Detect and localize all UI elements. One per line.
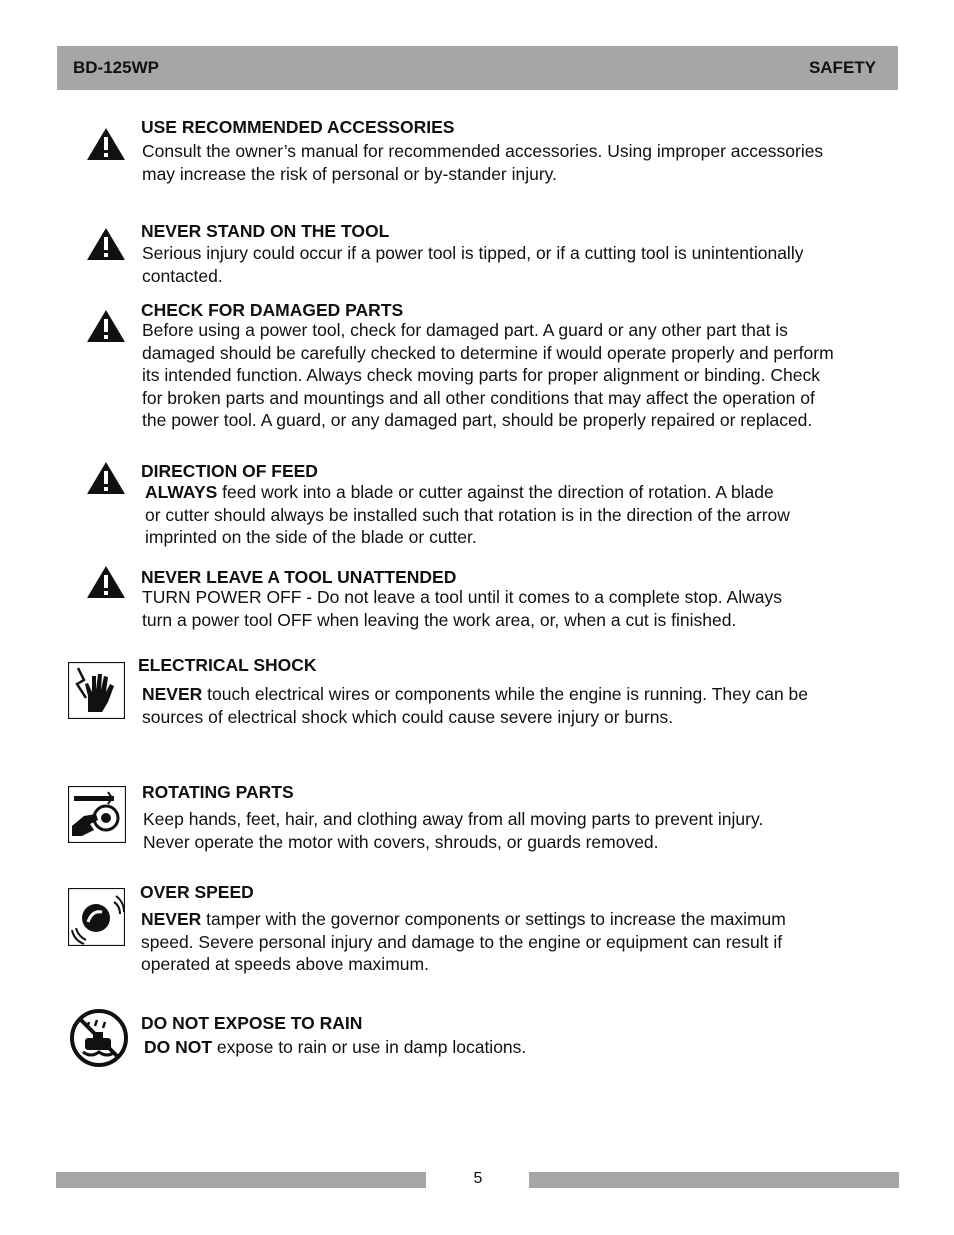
- emphasis: NEVER: [141, 909, 202, 929]
- item-title: NEVER STAND ON THE TOOL: [141, 221, 390, 241]
- warning-triangle-icon: [86, 127, 126, 161]
- item-text: NEVER tamper with the governor components or settings to increase the maximum speed. Severe personal injury and damage to the engine or equipment can result if operated at speeds above maximum.: [141, 909, 786, 974]
- item-title: DIRECTION OF FEED: [141, 461, 318, 481]
- warning-triangle-icon: [86, 227, 126, 261]
- item-text: Keep hands, feet, hair, and clothing away from all moving parts to prevent injury. Never operate the motor with covers, shrouds, or guards removed.: [143, 809, 764, 852]
- emphasis: NEVER: [142, 684, 203, 704]
- item-title: CHECK FOR DAMAGED PARTS: [141, 300, 404, 320]
- item-title: OVER SPEED: [140, 882, 254, 902]
- item-text: Consult the owner’s manual for recommended accessories. Using improper accessories may increase the risk of personal or by-stander injury.: [142, 141, 824, 184]
- item-title: ROTATING PARTS: [142, 782, 294, 802]
- electrical-shock-icon: [68, 662, 125, 719]
- over-speed-icon: [68, 888, 125, 946]
- item-text: ALWAYS feed work into a blade or cutter against the direction of rotation. A blade or cutter should always be installed such that rotation is in the direction of the arrow imprinted on the side of the blade or cutter.: [145, 482, 790, 547]
- item-text: TURN POWER OFF - Do not leave a tool until it comes to a complete stop. Always turn a power tool OFF when leaving the work area, or, when a cut is finished.: [142, 587, 782, 630]
- footer-bar-left: [56, 1172, 426, 1188]
- model-number: BD-125WP: [73, 58, 159, 77]
- item-title: NEVER LEAVE A TOOL UNATTENDED: [141, 567, 457, 587]
- warning-triangle-icon: [86, 309, 126, 343]
- no-rain-icon: [69, 1008, 129, 1068]
- item-text: Before using a power tool, check for damaged part. A guard or any other part that is damaged should be carefully checked to determine if would operate properly and perform its intended function. Always check moving parts for proper alignment or binding. Check for broken parts and mountings and all other conditions that may affect the operation of the power tool. A guard, or any damaged part, should be properly repaired or replaced.: [142, 320, 834, 430]
- page-header: [57, 46, 898, 90]
- page-number: 5: [473, 1170, 483, 1187]
- item-text: DO NOT expose to rain or use in damp locations.: [144, 1037, 527, 1057]
- item-text: Serious injury could occur if a power tool is tipped, or if a cutting tool is unintentionally contacted.: [142, 243, 804, 286]
- emphasis: DO NOT: [144, 1037, 213, 1057]
- warning-triangle-icon: [86, 565, 126, 599]
- item-title: DO NOT EXPOSE TO RAIN: [141, 1013, 363, 1033]
- item-text: NEVER touch electrical wires or components while the engine is running. They can be sources of electrical shock which could cause severe injury or burns.: [142, 684, 809, 727]
- footer-bar-right: [529, 1172, 899, 1188]
- item-title: ELECTRICAL SHOCK: [138, 655, 317, 675]
- item-title: USE RECOMMENDED ACCESSORIES: [141, 117, 455, 137]
- rotating-parts-icon: [68, 786, 126, 843]
- warning-triangle-icon: [86, 461, 126, 495]
- section-title: SAFETY: [808, 58, 876, 77]
- emphasis: ALWAYS: [145, 482, 218, 502]
